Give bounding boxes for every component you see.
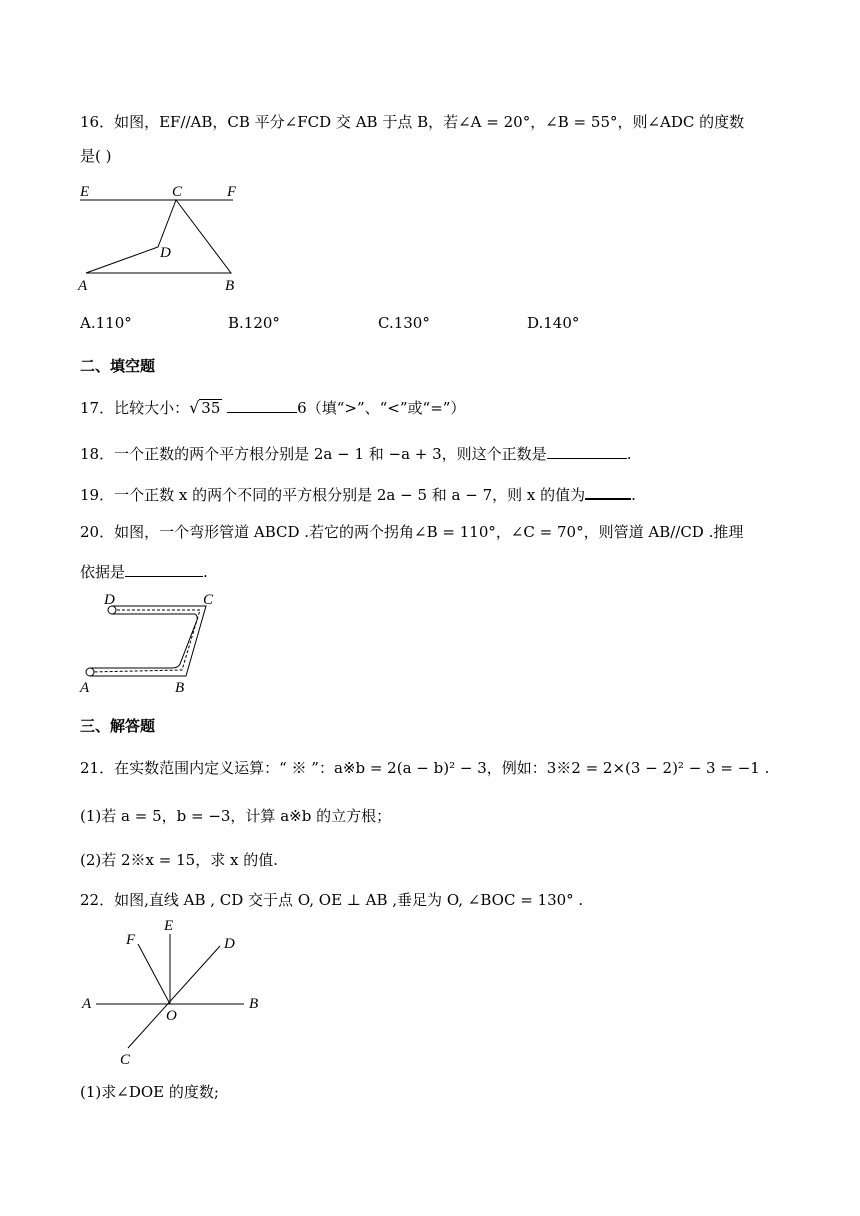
q21-sub2: (2)若 2※x = 15，求 x 的值. [80,851,278,869]
q16-option-b: B.120° [228,314,280,332]
pipe-label-d: D [104,592,115,608]
label-c: C [120,1052,131,1068]
label-d: D [160,245,171,261]
q21-line1: 21．在实数范围内定义运算：“ ※ ”：a※b = 2(a − b)² − 3，例如：3※2 = 2×(3 − 2)² − 3 = −1 . [80,759,770,777]
label-b: B [249,996,259,1012]
line-cd [128,946,220,1048]
q20-line1: 20．如图，一个弯形管道 ABCD .若它的两个拐角∠B = 110°，∠C = 70°，则管道 AB//CD .推理 [80,523,744,541]
label-b: B [225,278,235,294]
line-of [138,944,170,1004]
pipe-label-c: C [203,592,214,608]
q16-line2: 是( ) [80,147,112,165]
label-o: O [166,1008,177,1024]
q22-sub1: (1)求∠DOE 的度数; [80,1083,219,1101]
q16-line1: 16．如图，EF//AB，CB 平分∠FCD 交 AB 于点 B，若∠A = 20°，∠B = 55°，则∠ADC 的度数 [80,113,745,131]
label-f: F [227,184,237,200]
q17-prefix: 17．比较大小： [80,399,190,417]
q17-suffix: 6（填“>”、“<”或“=”） [297,399,466,417]
q21-sub1: (1)若 a = 5，b = −3，计算 a※b 的立方根； [80,807,392,825]
q20-prefix: 依据是 [80,563,126,581]
label-f: F [126,932,136,948]
pipe-label-b: B [175,680,185,696]
q16-option-a: A.110° [80,314,132,332]
q18-text: 18．一个正数的两个平方根分别是 2a − 1 和 −a + 3，则这个正数是 [80,445,547,463]
pipe-label-a: A [80,680,90,696]
section-fill-in-heading: 二、填空题 [80,357,156,375]
label-e: E [80,184,90,200]
label-a: A [82,996,92,1012]
q17-radicand: 35 [201,399,221,417]
section-answer-heading: 三、解答题 [80,717,156,735]
q20-end: . [203,563,208,581]
q18-end: . [626,445,632,463]
q19-end: . [631,486,636,504]
q22-line1: 22．如图,直线 AB , CD 交于点 O, OE ⊥ AB ,垂足为 O, ∠BOC = 130° . [80,891,584,909]
q19-text: 19．一个正数 x 的两个不同的平方根分别是 2a − 5 和 a − 7，则 x 的值为 [80,486,586,504]
q16-option-d: D.140° [527,314,580,332]
label-e: E [164,918,174,934]
label-a: A [78,278,88,294]
label-c: C [172,184,183,200]
label-d: D [224,936,235,952]
q16-option-c: C.130° [378,314,430,332]
sqrt-symbol: √ [189,398,200,417]
